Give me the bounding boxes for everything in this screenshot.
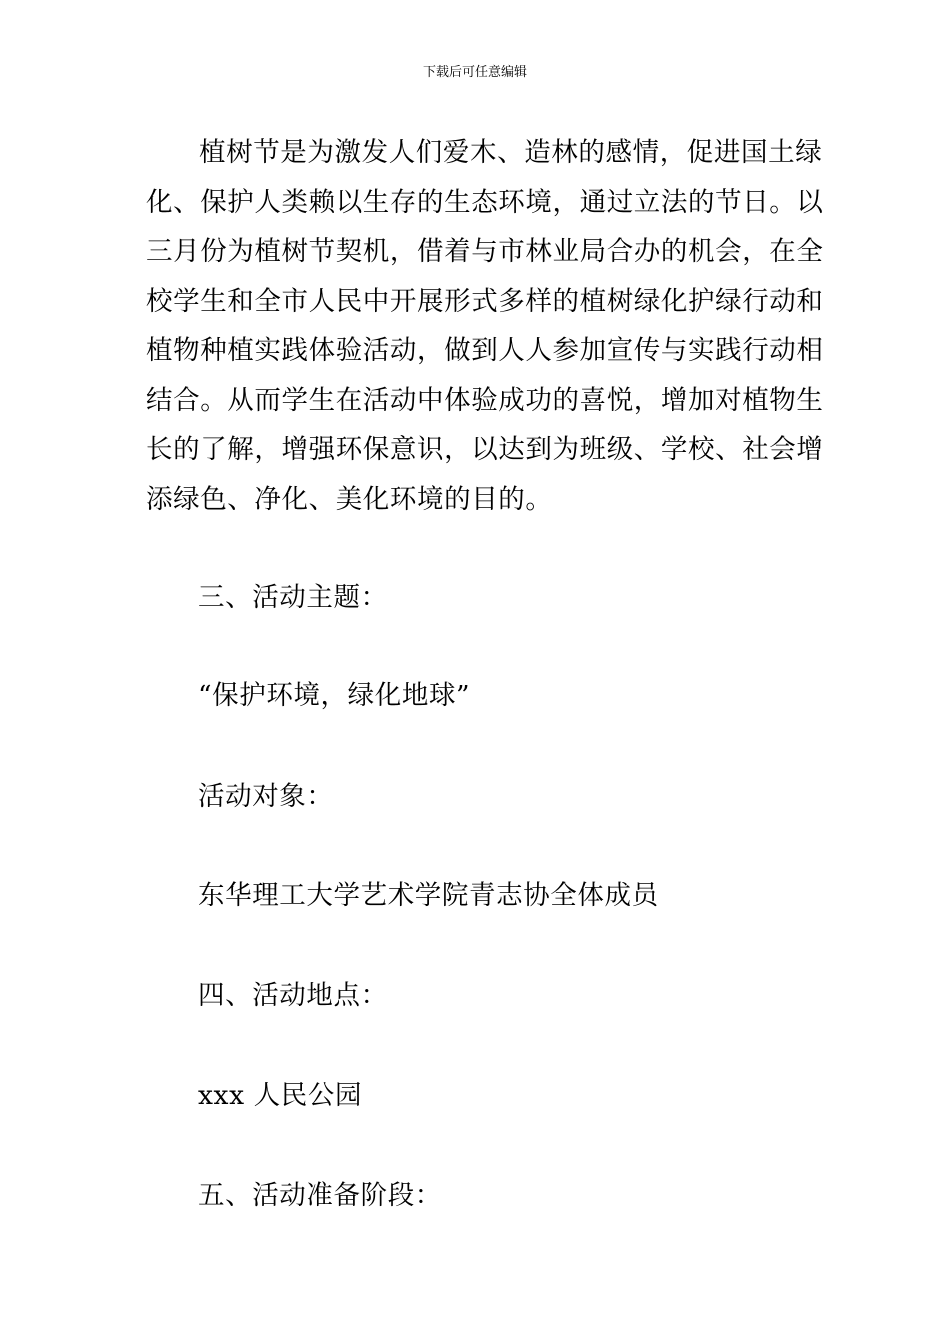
intro-line: 三月份为植树节契机，借着与市林业局合办的机会，在全 [146,236,824,267]
intro-paragraph [146,128,824,524]
intro-line: 长的了解，增强环保意识，以达到为班级、学校、社会增 [146,434,824,465]
page-header-note: 下载后可任意编辑 [422,65,527,80]
intro-line: 化、保护人类赖以生存的生态环境，通过立法的节日。以 [146,186,824,218]
intro-line: 植树节是为激发人们爱木、造林的感情，促进国土绿 [199,137,823,168]
intro-line: 校学生和全市人民中开展形式多样的植树绿化护绿行动和 [146,285,824,317]
intro-line: 结合。从而学生在活动中体验成功的喜悦，增加对植物生 [146,384,824,416]
intro-line: 添绿色、净化、美化环境的目的。 [146,483,553,515]
location-heading: 四、活动地点： [198,980,388,1011]
target-text: 东华理工大学艺术学院青志协全体成员 [198,880,659,911]
prep-heading: 五、活动准备阶段： [198,1180,442,1211]
theme-text: “保护环境，绿化地球” [198,680,471,711]
target-heading: 活动对象： [198,781,334,812]
location-text: xxx 人民公园 [198,1080,363,1111]
theme-heading: 三、活动主题： [198,582,388,613]
intro-line: 植物种植实践体验活动，做到人人参加宣传与实践行动相 [146,335,824,366]
